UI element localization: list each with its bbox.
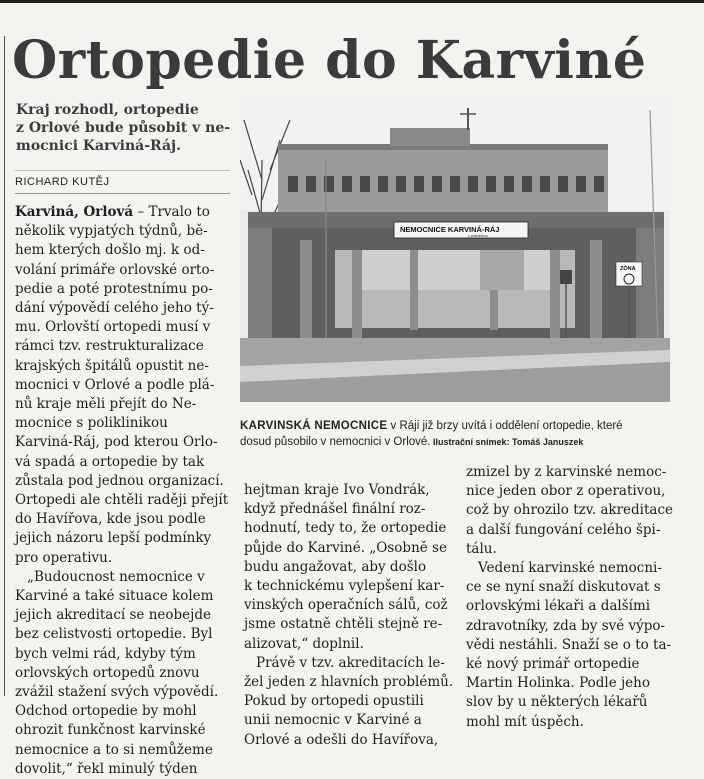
text-line: zůstala pod jednou organizací.	[15, 472, 224, 489]
text-line: Karviná-Ráj, pod kterou Orlo-	[15, 434, 218, 451]
text-line: vědi nestáhli. Snaží se o to ta-	[466, 636, 672, 653]
text-line: krajských špitálů opustit ne-	[15, 357, 209, 374]
column-rule	[4, 36, 5, 696]
text-line: orlovskými lékaři a dalšími	[466, 598, 651, 615]
text-line: hodnutí, tedy to, že ortopedie	[244, 520, 447, 537]
text-column-1	[15, 203, 237, 779]
text-line: když přednášel finální roz-	[244, 501, 426, 518]
lead-line: Kraj rozhodl, ortopedie	[16, 102, 199, 118]
lead-line: mocnici Karviná-Ráj.	[16, 138, 181, 154]
photo-caption	[240, 418, 700, 450]
headline: Ortopedie do Karviné	[12, 30, 647, 91]
text-line: jejich akreditací se neobejde	[15, 607, 211, 624]
hospital-photo	[240, 100, 670, 402]
zone-text: ZÓNA	[620, 266, 636, 272]
text-line: zdravotníky, zda by své výpo-	[466, 617, 666, 634]
text-line: jejich názoru lepší podmínky	[15, 530, 212, 547]
text-line: unii nemocnic v Karviné a	[244, 712, 422, 729]
text-line: Pokud by ortopedi opustili	[244, 693, 424, 710]
byline: RICHARD KUTĚJ	[15, 170, 230, 194]
text-line: vinských operačních sálů, což	[244, 597, 448, 614]
text-column-3	[466, 463, 698, 732]
text-line: ohrozit funkčnost karvinské	[15, 722, 206, 739]
text-line: alizovat,“ doplnil.	[244, 635, 364, 652]
text-line: jsme ostatně chtěli stejně re-	[244, 616, 443, 633]
text-line: pedie a poté protestnímu po-	[15, 280, 213, 297]
text-line: několik vypjatých týdnů, bě-	[15, 223, 208, 240]
text-line: ce se nyní snaží diskutovat s	[466, 579, 661, 596]
text-line: půjde do Karviné. „Osobně se	[244, 539, 447, 556]
text-line: nů kraje měli přejít do Ne-	[15, 396, 197, 413]
text-line: bych velmi rád, kdyby tým	[15, 645, 196, 662]
text-line: dovolit,“ řekl minulý týden	[15, 760, 198, 777]
text-line: Karviné a také situace kolem	[15, 588, 214, 605]
text-line: mu. Orlovští ortopedi musí v	[15, 319, 211, 336]
text-line: do Havířova, kde jsou podle	[15, 511, 206, 528]
text-line: což by ohrozilo tzv. akreditace	[466, 502, 674, 519]
text-line: a další fungování celého špi-	[466, 521, 661, 538]
text-line: tálu.	[466, 540, 497, 557]
caption-title: KARVINSKÁ NEMOCNICE	[240, 420, 388, 432]
caption-line	[240, 418, 700, 434]
text-line: k technickému vylepšení kar-	[244, 578, 445, 595]
dateline: Karviná, Orlová	[15, 204, 134, 220]
text-line: Orlové a odešli do Havířova,	[244, 731, 439, 748]
photo-credit: Ilustrační snímek: Tomáš Januszek	[430, 437, 584, 447]
text-line: vá spadá a ortopedie by tak	[15, 453, 205, 470]
sign-text: NEMOCNICE KARVINÁ-RÁJ	[400, 225, 500, 234]
text-line: ké nový primář ortopedie	[466, 656, 640, 673]
top-rule	[0, 0, 704, 3]
text-line: volání primáře orlovské orto-	[15, 261, 215, 278]
text-line: „Budoucnost nemocnice v	[27, 568, 205, 585]
text-line: bez celistvosti ortopedie. Byl	[15, 626, 213, 643]
text-column-2	[244, 481, 454, 750]
text-line: nemocnice a to si nemůžeme	[15, 741, 213, 758]
caption-line	[240, 434, 700, 450]
text-line: slov by u některých lékařů	[466, 694, 648, 711]
text-line: nice jeden obor z operativou,	[466, 483, 666, 500]
text-line: žel jeden z hlavních problémů.	[244, 674, 454, 691]
text-line: mohl mít úspěch.	[466, 713, 584, 730]
text-line: rámci tzv. restrukturalizace	[15, 338, 204, 355]
text-line: hem kterých došlo mj. k od-	[15, 242, 205, 259]
text-line: dání výpovědí celého jeho tý-	[15, 300, 214, 317]
text-line: pro operativu.	[15, 549, 113, 566]
text-line: zvážil stažení svých výpovědí.	[15, 684, 219, 701]
caption-text: v Ráji již brzy uvítá i oddělení ortopedie, které	[387, 420, 623, 432]
text-line: mocnici v Orlové a podle plá-	[15, 376, 215, 393]
sign-sub: s poliklinikou	[468, 234, 488, 238]
caption-text: dosud působilo v nemocnici v Orlové.	[240, 436, 431, 448]
text-line: Ortopedi ale chtěli raději přejít	[15, 492, 229, 509]
text-line: Odchod ortopedie by mohl	[15, 703, 197, 720]
text-line: Martin Holinka. Podle jeho	[466, 675, 650, 692]
text-line: zmizel by z karvinské nemoc-	[466, 464, 667, 480]
text-line: orlovských ortopedů znovu	[15, 664, 200, 681]
text-line: Karviná, Orlová – Trvalo to	[15, 204, 210, 220]
text-line: mocnice s poliklinikou	[15, 415, 168, 432]
text-line: hejtman kraje Ivo Vondrák,	[244, 482, 430, 498]
text-line: Právě v tzv. akreditacích le-	[256, 654, 445, 671]
lead-line: z Orlové bude působit v ne-	[16, 120, 231, 136]
text-line: Vedení karvinské nemocni-	[478, 560, 662, 577]
text-line: budu angažovat, aby došlo	[244, 558, 427, 575]
lead-paragraph	[16, 101, 231, 155]
